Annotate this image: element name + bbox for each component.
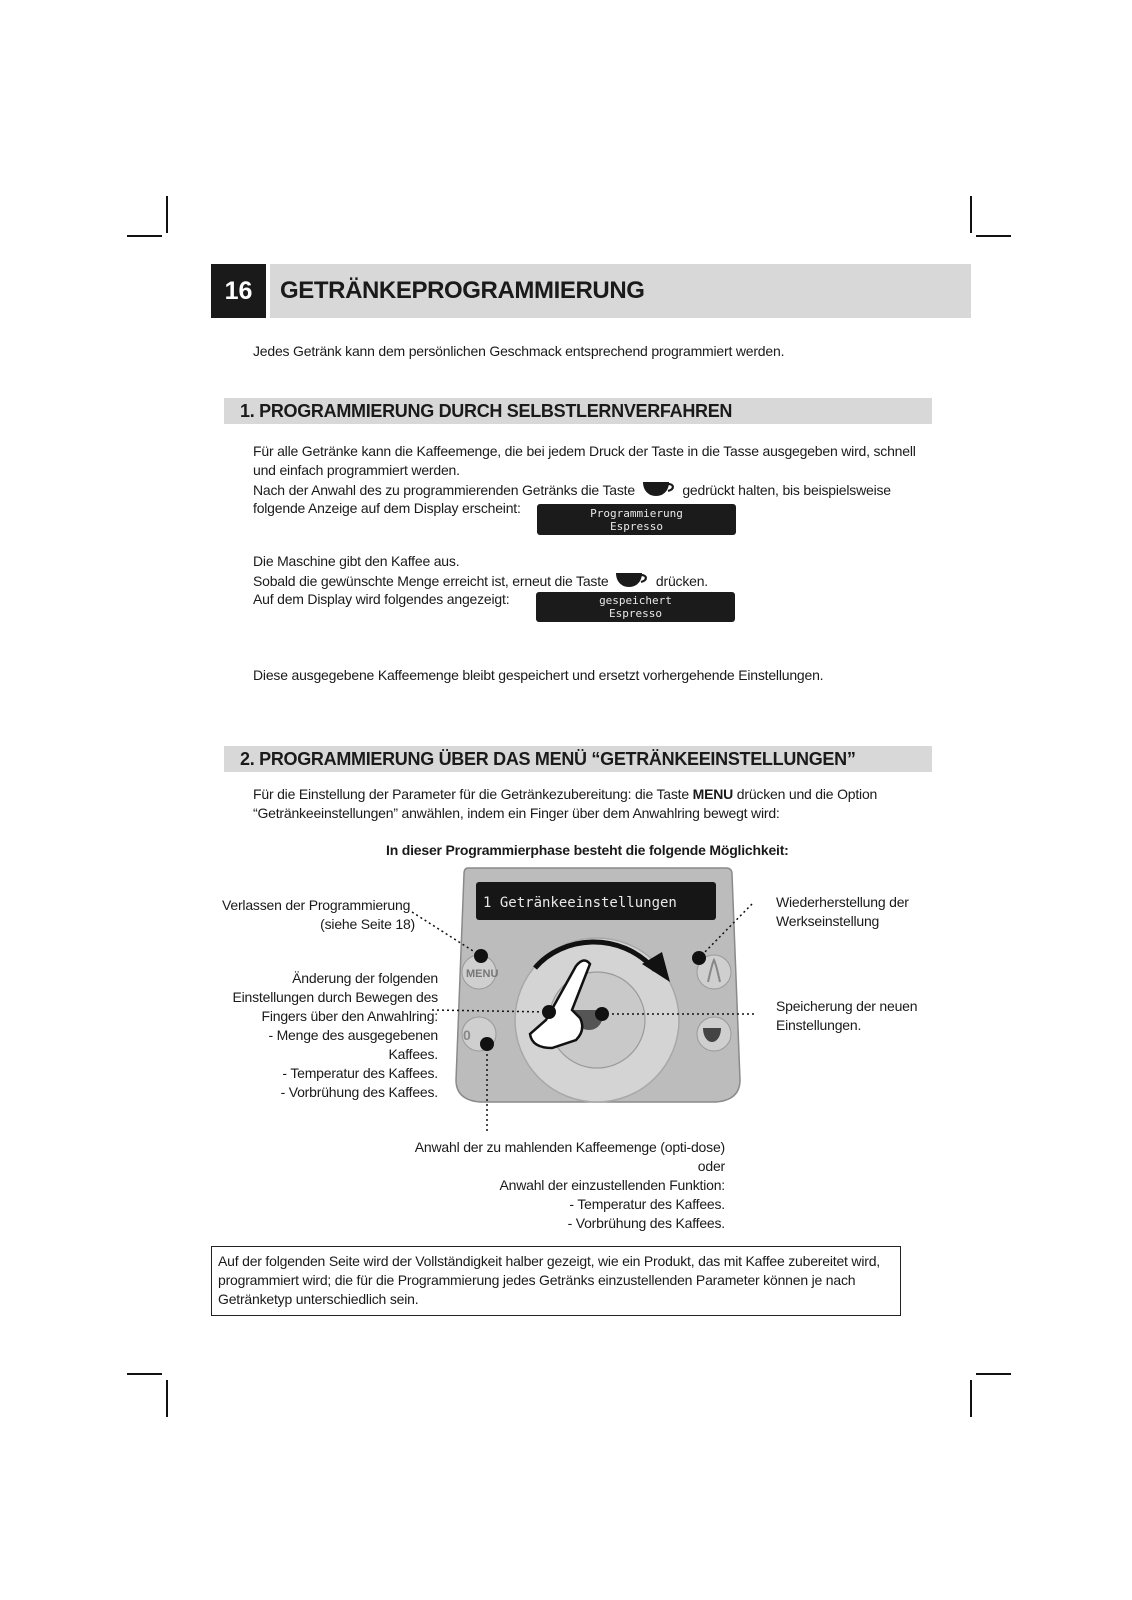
callout-change: Änderung der folgenden Einstellungen durch Bewegen des Fingers über den Anwahlring: - Menge des ausgegebenen Kaffees. - Temperatur des Kaffees. - Vorbrühung des Kaffees. [232,970,438,1100]
section2-p1-line2: “Getränkeeinstellungen” anwählen, indem ein Finger über dem Anwahlring bewegt wird: [253,805,780,821]
callout-dose: Anwahl der zu mahlenden Kaffeemenge (opti-dose) oder Anwahl der einzustellenden Funktion: - Temperatur des Kaffees. - Vorbrühung des Kaffees. [414,1139,725,1231]
note-line3: Getränketyp unterschiedlich sein. [218,1291,419,1307]
page-title-bar [270,264,971,318]
section2-p1-part2: drücken und die Option [736,786,878,802]
menu-keyword: MENU [692,786,734,802]
page-number: 16 [211,264,266,318]
crop-mark-bottom-left-v [166,1380,168,1417]
callout-restore: Wiederherstellung der Werkseinstellung [776,894,909,929]
section1-p3-part1: Sobald die gewünschte Menge erreicht ist, erneut die Taste [253,573,609,589]
display2-line1: gespeichert [599,594,672,607]
section1-p3-line2 [253,571,708,591]
page-title: GETRÄNKEPROGRAMMIERUNG [280,277,645,304]
display-gespeichert [536,592,735,622]
crop-mark-top-left-h [127,235,162,237]
section2-p1-line1 [253,785,877,804]
crop-mark-top-left-v [166,196,168,233]
note-line1: Auf der folgenden Seite wird der Vollständigkeit halber gezeigt, wie ein Produkt, das mit Kaffee zubereitet wird, [218,1253,880,1269]
section1-p2-part1: Nach der Anwahl des zu programmierenden Getränks die Taste [253,482,635,498]
section1-p1-line2: und einfach programmiert werden. [253,462,460,478]
crop-mark-bottom-right-v [970,1380,972,1417]
panel-menu-label: MENU [466,968,499,980]
section1-p2-line2: folgende Anzeige auf dem Display erscheint: [253,500,521,516]
section1-p3-part2: drücken. [655,573,708,589]
coffee-cup-icon [642,480,676,498]
section2-title: 2. PROGRAMMIERUNG ÜBER DAS MENÜ “GETRÄNKEEINSTELLUNGEN” [240,748,856,769]
section1-p2-part2: gedrückt halten, bis beispielsweise [682,482,891,498]
bean-icon: 0 [463,1027,471,1043]
section2-subheading: In dieser Programmierphase besteht die folgende Möglichkeit: [386,842,789,858]
section1-p3-line3: Auf dem Display wird folgendes angezeigt: [253,591,510,607]
note-line2: programmiert wird; die für die Programmierung jedes Getränks einzustellenden Parameter können je nach [218,1272,856,1288]
section1-p4: Diese ausgegebene Kaffeemenge bleibt gespeichert und ersetzt vorhergehende Einstellungen. [253,667,824,683]
crop-mark-bottom-left-h [127,1373,162,1375]
callout-save: Speicherung der neuen Einstellungen. [776,998,918,1033]
note-box [211,1246,901,1316]
section2-bar [224,746,932,772]
crop-mark-top-right-h [976,235,1011,237]
display-programmierung [537,504,736,535]
section1-bar [224,398,932,424]
display2-line2: Espresso [609,607,662,620]
callout-dot-finger [542,1005,556,1019]
crop-mark-top-right-v [970,196,972,233]
callout-exit: Verlassen der Programmierung (siehe Seite 18) [222,897,415,932]
panel-display-text: 1 Getränkeeinstellungen [483,895,677,911]
section1-title: 1. PROGRAMMIERUNG DURCH SELBSTLERNVERFAHREN [240,400,733,421]
display1-line1: Programmierung [590,506,683,520]
section2-p1-part1: Für die Einstellung der Parameter für die Getränkezubereitung: die Taste [253,786,689,802]
display1-line2: Espresso [610,519,663,533]
crop-mark-bottom-right-h [976,1373,1011,1375]
section1-p2-line1 [253,480,891,500]
section1-p3-line1: Die Maschine gibt den Kaffee aus. [253,553,460,569]
intro-text: Jedes Getränk kann dem persönlichen Geschmack entsprechend programmiert werden. [253,343,785,359]
section1-p1-line1: Für alle Getränke kann die Kaffeemenge, die bei jedem Druck der Taste in die Tasse ausgegeben wird, schnell [253,443,916,459]
coffee-cup-icon [615,571,649,589]
